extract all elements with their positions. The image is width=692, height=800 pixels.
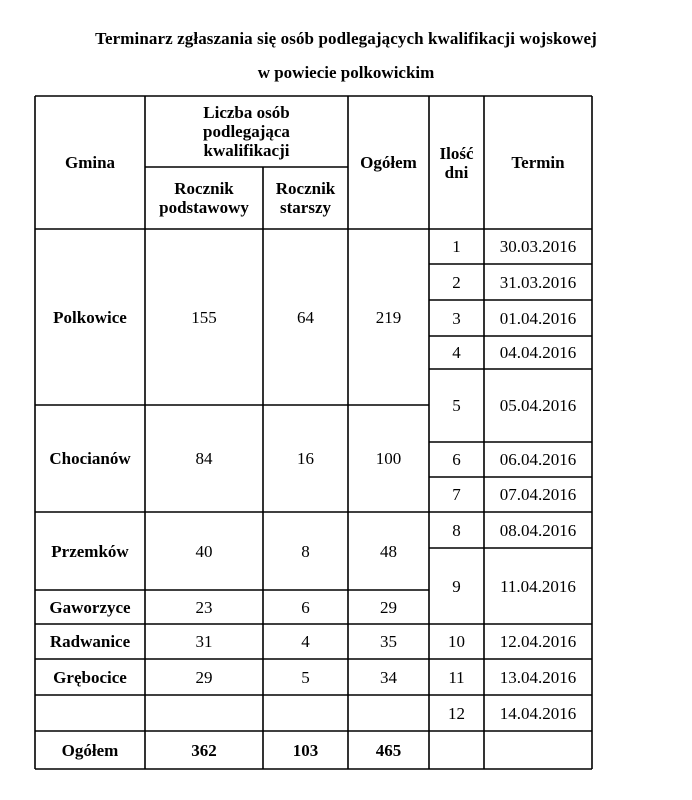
day-date: 14.04.2016 <box>499 703 577 723</box>
header-rocznik-starszy-line1: Rocznik <box>275 179 336 198</box>
gmina-name: Grębocice <box>53 667 127 687</box>
day-number: 12 <box>448 703 465 723</box>
header-rocznik-podstawowy <box>145 167 263 229</box>
header-ilosc-line1: Ilość <box>439 143 474 163</box>
gmina-name: Gaworzyce <box>49 597 131 617</box>
day-date: 06.04.2016 <box>499 450 577 469</box>
gmina-name: Przemków <box>51 541 129 561</box>
day-number: 3 <box>452 308 461 328</box>
gmina-starszy: 64 <box>297 307 314 327</box>
day-number: 7 <box>452 485 461 504</box>
gmina-podstawowy: 29 <box>195 667 213 687</box>
gmina-starszy: 16 <box>297 449 314 468</box>
day-number: 6 <box>452 450 461 469</box>
gmina-ogolem: 219 <box>375 307 402 327</box>
header-liczba-line2: podlegająca <box>203 122 290 141</box>
day-date: 13.04.2016 <box>499 667 577 687</box>
gmina-starszy: 6 <box>301 597 310 617</box>
header-ilosc-line2: dni <box>444 162 469 182</box>
day-number: 11 <box>448 667 465 687</box>
gmina-name: Radwanice <box>49 632 131 651</box>
header-rocznik-starszy-line2: starszy <box>280 198 331 217</box>
header-gmina: Gmina <box>64 153 116 172</box>
day-number: 2 <box>452 272 461 292</box>
day-date: 08.04.2016 <box>499 520 577 540</box>
day-date: 04.04.2016 <box>499 343 577 362</box>
header-rocznik-starszy <box>263 167 348 229</box>
document-subtitle: w powiecie polkowickim <box>257 63 435 82</box>
gmina-podstawowy: 23 <box>195 597 213 617</box>
gmina-ogolem: 35 <box>380 632 397 651</box>
gmina-name: Chocianów <box>49 449 131 468</box>
total-label: Ogółem <box>61 740 119 760</box>
gmina-podstawowy: 40 <box>195 541 213 561</box>
gmina-starszy: 4 <box>301 632 310 651</box>
header-termin: Termin <box>511 153 565 172</box>
day-date: 01.04.2016 <box>499 308 577 328</box>
gmina-podstawowy: 84 <box>195 449 213 468</box>
gmina-ogolem: 29 <box>380 597 397 617</box>
day-number: 9 <box>452 576 461 596</box>
header-ilosc-dni <box>429 96 484 229</box>
total-ogolem: 465 <box>375 740 402 760</box>
gmina-ogolem: 100 <box>375 449 402 468</box>
day-date: 05.04.2016 <box>499 396 577 415</box>
document-title: Terminarz zgłaszania się osób podlegających kwalifikacji wojskowej <box>95 29 597 48</box>
header-rocznik-podstawowy-line1: Rocznik <box>174 179 234 198</box>
gmina-starszy: 8 <box>301 541 310 561</box>
day-date: 11.04.2016 <box>500 576 576 596</box>
day-date: 31.03.2016 <box>499 272 577 292</box>
header-liczba-osob <box>145 96 348 167</box>
gmina-starszy: 5 <box>301 667 310 687</box>
total-starszy: 103 <box>292 740 319 760</box>
header-liczba-line1: Liczba osób <box>203 103 290 122</box>
gmina-podstawowy: 31 <box>195 632 213 651</box>
day-number: 5 <box>452 396 461 415</box>
day-date: 30.03.2016 <box>499 237 577 256</box>
day-number: 4 <box>452 343 461 362</box>
gmina-ogolem: 34 <box>380 667 397 687</box>
gmina-name: Polkowice <box>53 307 127 327</box>
gmina-ogolem: 48 <box>380 541 397 561</box>
total-podstawowy: 362 <box>191 740 217 760</box>
header-ogolem: Ogółem <box>360 153 417 172</box>
day-number: 10 <box>448 632 465 651</box>
header-liczba-line3: kwalifikacji <box>203 141 290 160</box>
day-number: 1 <box>452 237 461 256</box>
header-rocznik-podstawowy-line2: podstawowy <box>159 198 249 217</box>
gmina-podstawowy: 155 <box>191 307 217 327</box>
day-date: 07.04.2016 <box>499 485 577 504</box>
day-date: 12.04.2016 <box>499 632 577 651</box>
day-number: 8 <box>452 520 461 540</box>
